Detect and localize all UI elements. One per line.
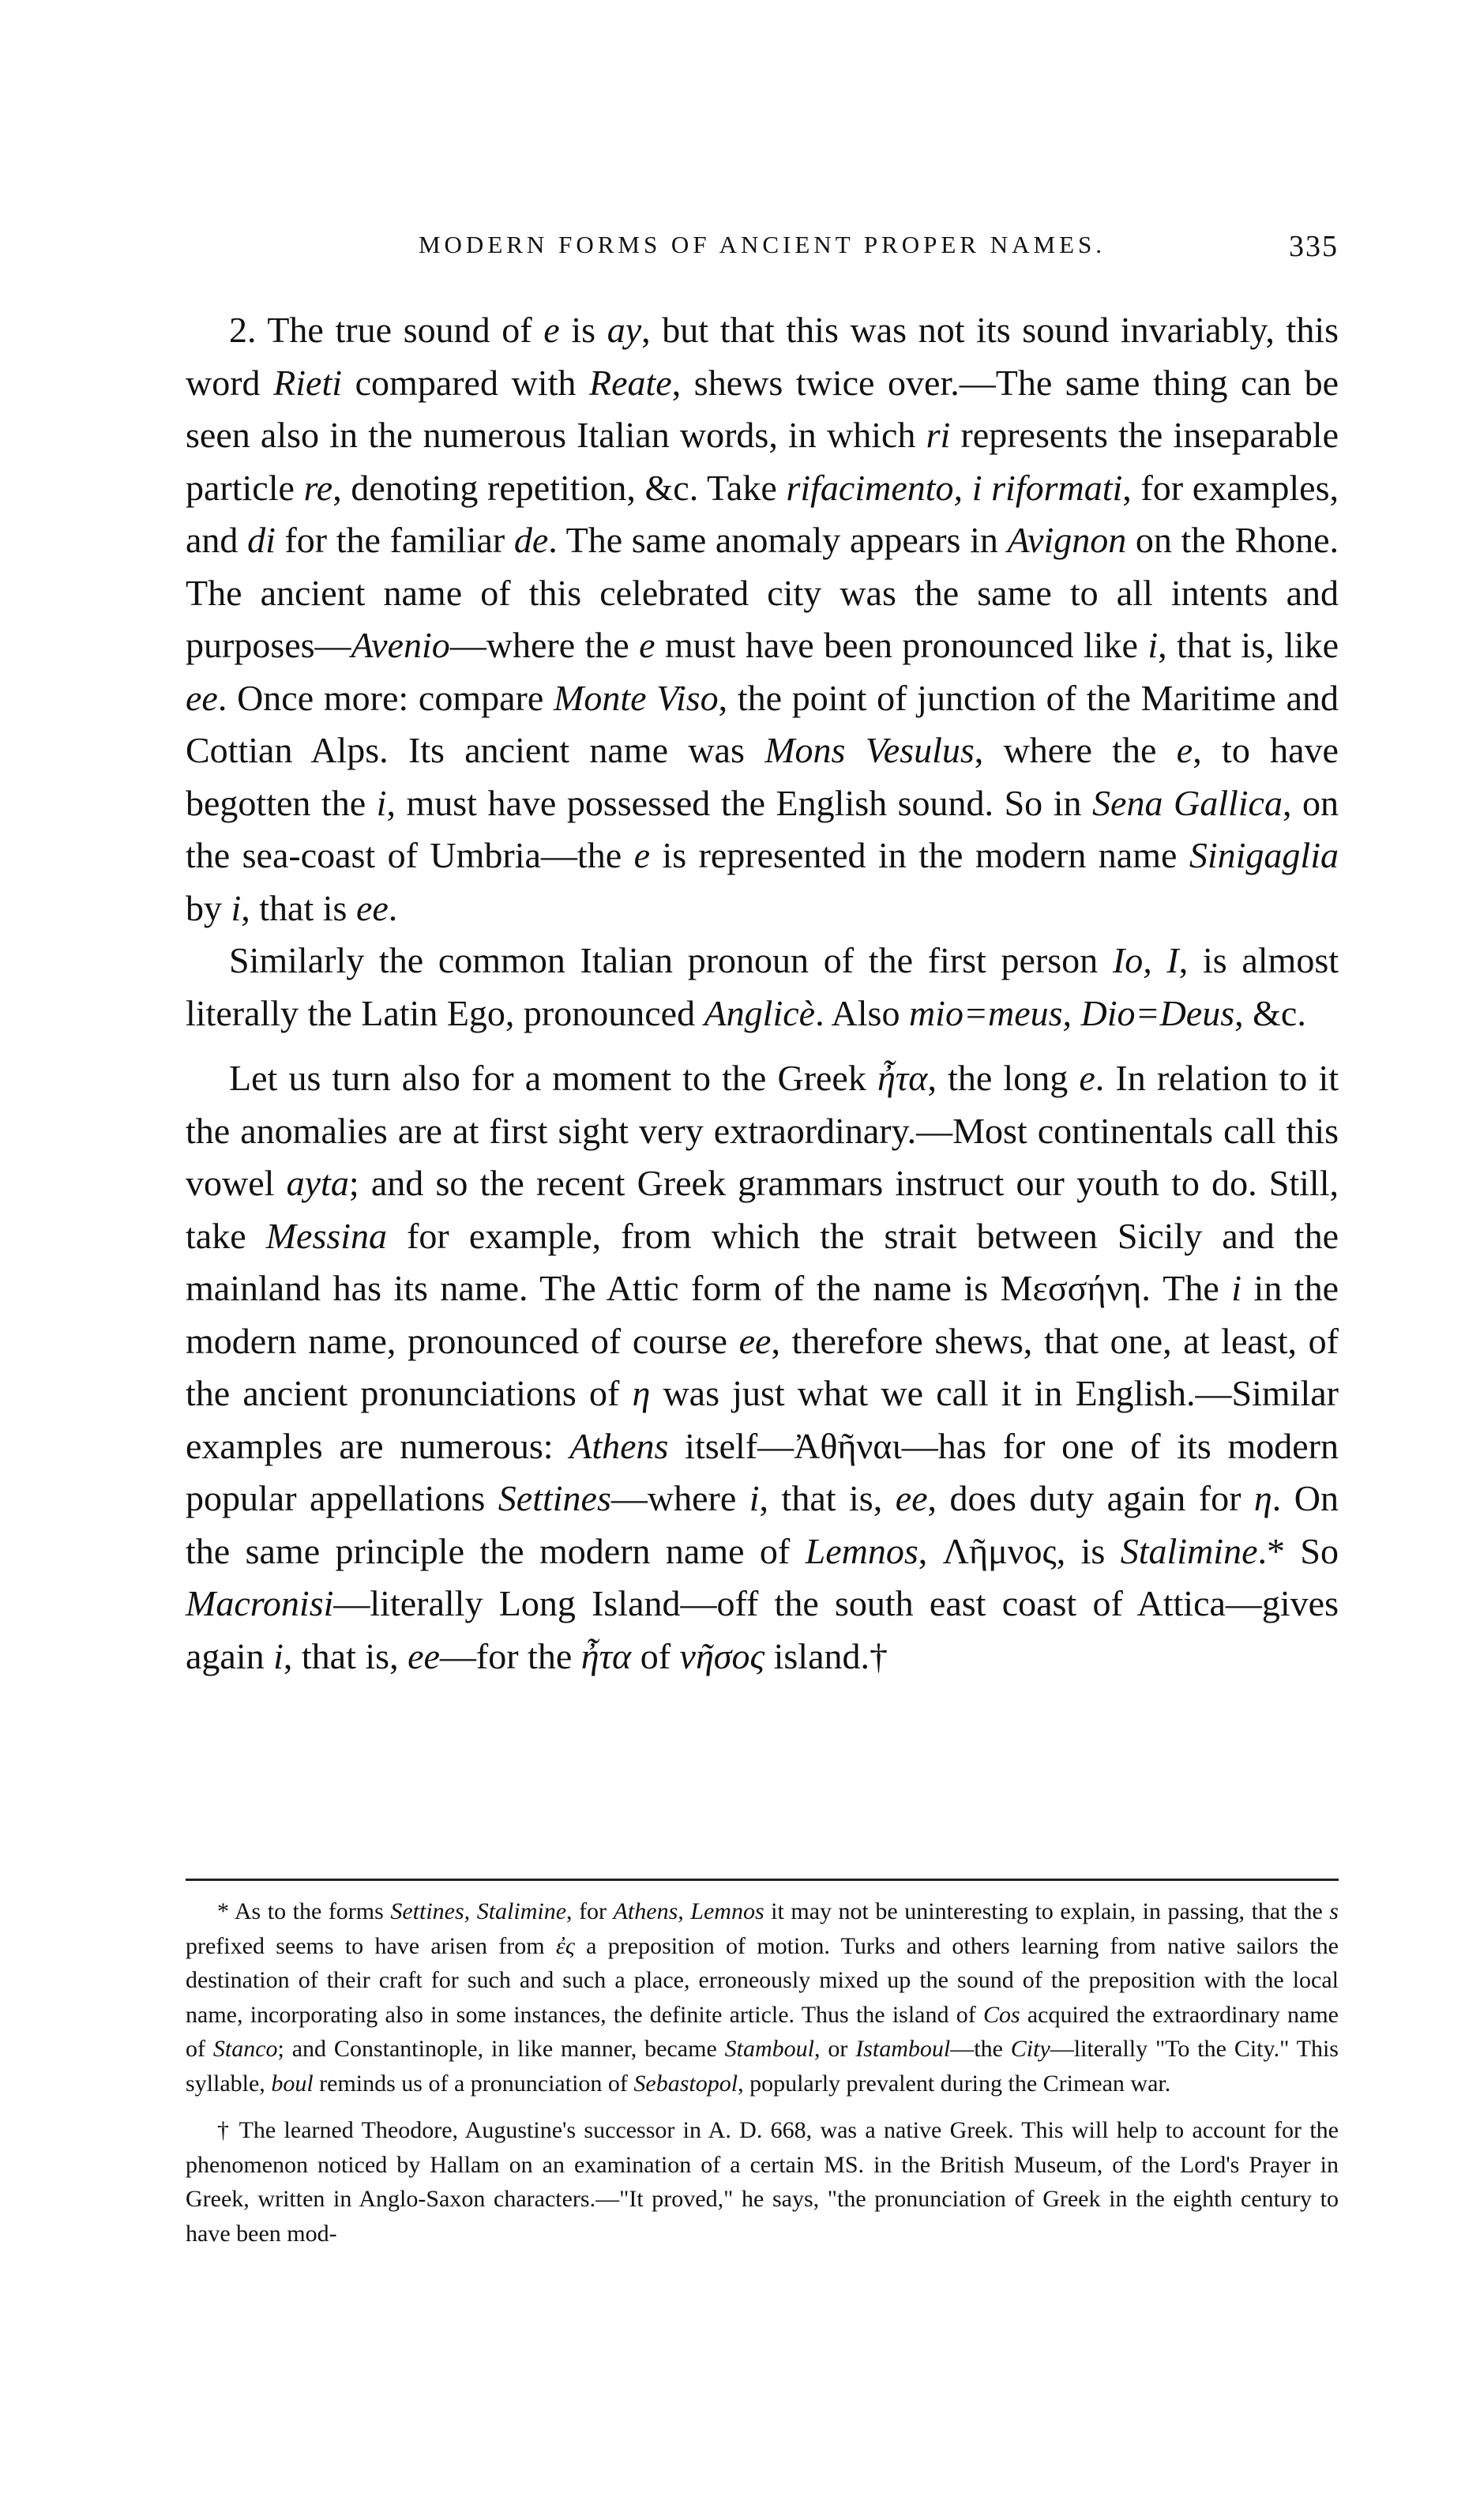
italic-run: s [1329,1898,1339,1924]
italic-run: Anglicè [704,992,816,1033]
italic-run: i [1231,1268,1242,1308]
text-run: . On the same principle the modern name of [186,1478,1339,1571]
italic-run: Messina [265,1215,388,1256]
text-run: . Also [815,992,909,1033]
text-run: † The learned Theodore, Augustine's successor in A. D. 668, was a native Greek. This will help to account for the phenomenon noticed by Hallam on an examination of a certain MS. in the British Museum, of the Lord's Prayer in Greek, written in Anglo-Saxon characters.—"It proved," he says, "the pronunciation of Greek in the eighth century to have been mod- [186,2117,1339,2247]
italic-run: ay [607,310,642,350]
italic-run: ee [895,1478,928,1518]
italic-run: Athens, Lemnos [613,1898,764,1924]
text-run: , therefore shews, that one, at least, of the ancient pronunciations of [186,1320,1339,1413]
text-run: must have been pronounced like [655,625,1148,665]
text-run: reminds us of a pronunciation of [313,2070,634,2097]
text-run: acquired the extraordinary name of [186,2001,1339,2062]
italic-run: νῆσος [679,1635,765,1676]
italic-run: Stanco [212,2036,278,2062]
footnote-divider [186,1879,1339,1881]
text-run: .* So [1257,1530,1339,1571]
text-run: is represented in the modern name [650,835,1189,875]
italic-run: ee [186,677,218,718]
italic-run: ἦτα [877,1058,928,1098]
text-run: , Λῆμνος, is [918,1530,1121,1571]
italic-run: Stalimine [1120,1530,1258,1571]
text-run: , must have possessed the English sound. So in [386,782,1093,823]
italic-run: de [513,520,549,560]
text-run: , the long [927,1058,1080,1098]
footnote [186,2113,1339,2251]
italic-run: η [632,1373,651,1413]
italic-run: di [247,520,276,560]
italic-run: e [1176,730,1193,770]
italic-run: Cos [982,2001,1020,2028]
text-run: , where the [974,730,1177,770]
running-head [186,231,1339,278]
text-run: in the modern name, pronounced of course [186,1268,1339,1361]
text-run: ; and Constantinople, in like manner, became [277,2036,725,2062]
italic-run: Avenio [351,625,450,665]
text-run: . [388,887,398,928]
text-run: on the Rhone. The ancient name of this celebrated city was the same to all intents and purposes— [186,520,1339,665]
text-run: . Once more: compare [217,677,554,718]
body-paragraph [186,1052,1339,1683]
text-run: Let us turn also for a moment to the Greek [229,1058,877,1098]
italic-run: Avignon [1007,520,1127,560]
text-run: —literally "To the City." This syllable, [186,2036,1339,2097]
italic-run: mio=meus, Dio=Deus [908,992,1235,1033]
italic-run: ayta [286,1163,349,1203]
italic-run: e [1079,1058,1095,1098]
italic-run: i [231,887,242,928]
text-run: , for examples, and [186,467,1339,560]
text-run: island.† [764,1635,888,1676]
text-run: —where the [449,625,640,665]
text-run: , popularly prevalent during the Crimean war. [738,2070,1171,2097]
text-run: Similarly the common Italian pronoun of the first person [229,940,1113,980]
italic-run: rifacimento, i riformati [786,467,1123,508]
italic-run: Sinigaglia [1189,835,1339,875]
text-run: compared with [342,362,589,403]
text-run: , the point of junction of the Maritime and Cottian Alps. Its ancient name was [186,677,1339,770]
italic-run: boul [271,2070,314,2097]
italic-run: e [633,835,650,875]
italic-run: i [376,782,387,823]
text-run: , that is [241,887,356,928]
page-number: 335 [1289,230,1339,263]
text-run: was just what we call it in English.—Similar examples are numerous: [186,1373,1339,1466]
italic-run: i [749,1478,760,1518]
italic-run: City [1010,2036,1050,2062]
text-run: . The same anomaly appears in [548,520,1008,560]
text-run: of [631,1635,680,1676]
text-run: , but that this was not its sound invariably, this word [186,310,1339,403]
italic-run: Sena Gallica [1092,782,1283,823]
text-run: , does duty again for [927,1478,1254,1518]
italic-run: Stamboul [724,2036,814,2062]
italic-run: Sebastopol [633,2070,738,2097]
italic-run: e [543,310,560,350]
text-run: is [559,310,607,350]
italic-run: ee [738,1320,772,1361]
italic-run: ee [355,887,389,928]
text-run: . In relation to it the anomalies are at first sight very extraordinary.—Most continentals call this vowel [186,1058,1339,1203]
italic-run: re [303,467,333,508]
text-run: it may not be uninteresting to explain, in passing, that the [764,1898,1330,1924]
italic-run: Lemnos [805,1530,918,1571]
text-run: for the familiar [275,520,514,560]
text-run: , to have begotten the [186,730,1339,823]
text-run: 2. The true sound of [229,310,544,350]
italic-run: i [1148,625,1159,665]
text-run: , that is, [759,1478,896,1518]
text-run: , or [814,2036,856,2062]
italic-run: ee [408,1635,440,1676]
text-run: , for [566,1898,614,1924]
italic-run: ri [926,415,951,455]
text-run: prefixed seems to have arisen from [186,1932,556,1959]
italic-run: η [1253,1478,1272,1518]
italic-run: Istamboul [855,2036,951,2062]
italic-run: ἦτα [580,1635,632,1676]
italic-run: Macronisi [186,1583,334,1623]
italic-run: Mons Vesulus [764,730,975,770]
text-run: * As to the forms [217,1898,391,1924]
body-paragraph [186,935,1339,1040]
body-paragraph [186,304,1339,935]
text-run: —where [610,1478,749,1518]
text-run: by [186,887,231,928]
text-run: , that is, like [1158,625,1339,665]
italic-run: Rieti [273,362,343,403]
text-run: —the [950,2036,1011,2062]
italic-run: Io, I [1112,940,1179,980]
text-run: , shews twice over.—The same thing can be seen also in the numerous Italian words, in which [186,362,1339,455]
italic-run: Athens [569,1425,669,1466]
italic-run: Monte Viso [554,677,719,718]
italic-run: e [639,625,655,665]
main-text [186,304,1339,1683]
italic-run: Settines, Stalimine [390,1898,567,1924]
text-run: ; and so the recent Greek grammars instruct our youth to do. Still, take [186,1163,1339,1256]
text-run: —for the [439,1635,581,1676]
italic-run: ἐς [555,1932,575,1959]
footnotes [186,1894,1339,2251]
text-run: , on the sea-coast of Umbria—the [186,782,1339,875]
footnote [186,1894,1339,2101]
text-run: represents the inseparable particle [186,415,1339,508]
text-run: , denoting repetition, &c. Take [332,467,787,508]
text-run: for example, from which the strait between Sicily and the mainland has its name. The Attic form of the name is Μεσσήνη. The [186,1215,1339,1308]
text-run: —literally Long Island—off the south east coast of Attica—gives again [186,1583,1339,1676]
running-head-title: MODERN FORMS OF ANCIENT PROPER NAMES. [418,231,1106,258]
text-run: itself—Ἀθῆναι—has for one of its modern popular appellations [186,1425,1339,1518]
text-run: , &c. [1234,992,1306,1033]
text-run: a preposition of motion. Turks and others learning from native sailors the destination of their craft for such and such a place, erroneously mixed up the sound of the preposition with the local name, incorporating also in some instances, the definite article. Thus the island of [186,1932,1339,2028]
italic-run: Settines [498,1478,611,1518]
italic-run: i [273,1635,284,1676]
text-run: , is almost literally the Latin Ego, pronounced [186,940,1339,1033]
text-run: , that is, [283,1635,408,1676]
italic-run: Reate [588,362,672,403]
